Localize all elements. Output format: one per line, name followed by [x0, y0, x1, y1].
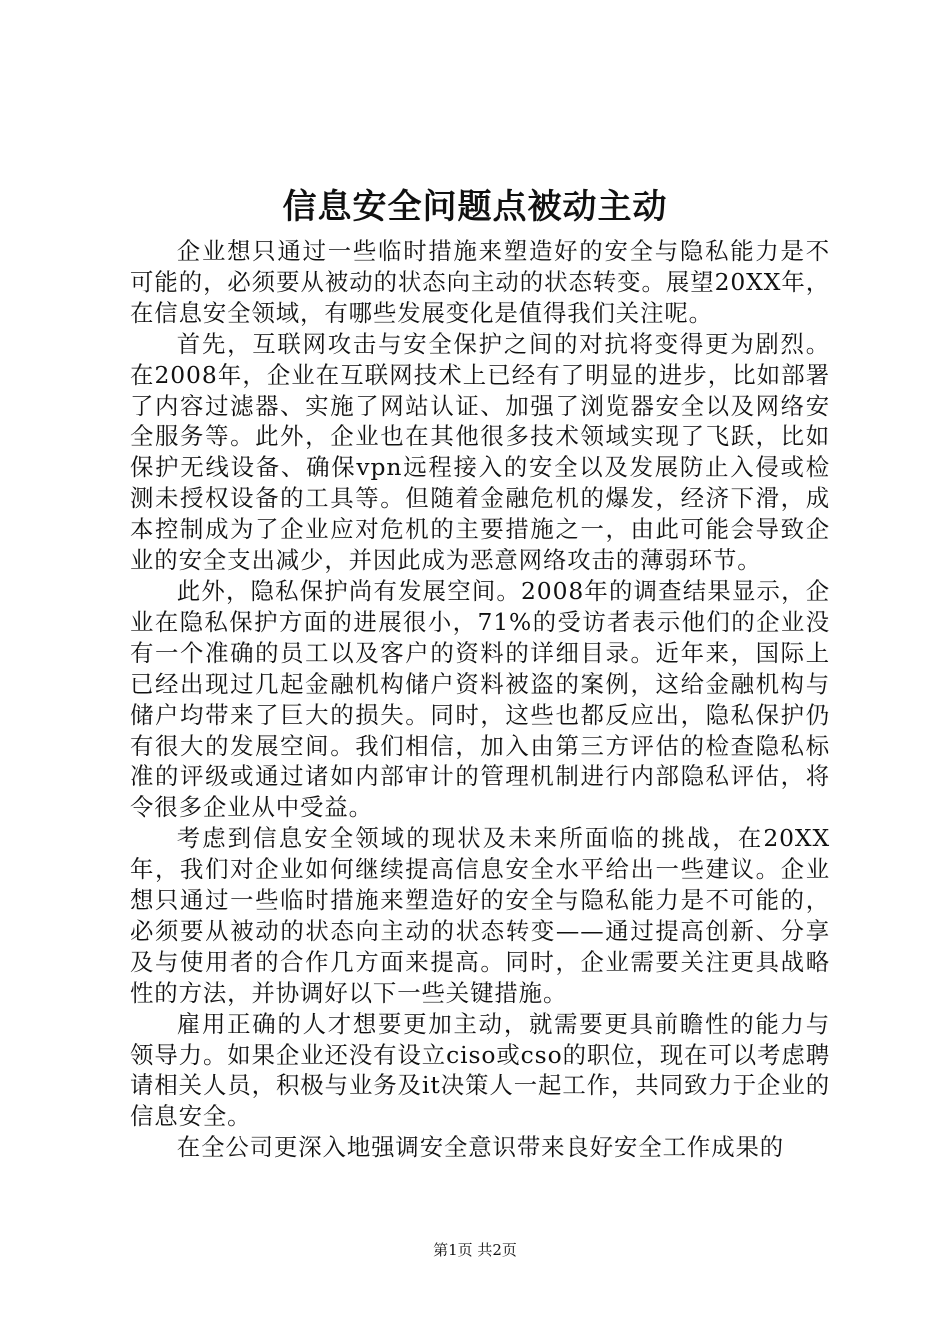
paragraph-2: 首先，互联网攻击与安全保护之间的对抗将变得更为剧烈。在2008年，企业在互联网技术上已经有了明显的进步，比如部署了内容过滤器、实施了网站认证、加强了浏览器安全以及网络安全服务等。此外，企业也在其他很多技术领域实现了飞跃，比如保护无线设备、确保vpn远程接入的安全以及发展防止入侵或检测未授权设备的工具等。但随着金融危机的爆发，经济下滑，成本控制成为了企业应对危机的主要措施之一，由此可能会导致企业的安全支出减少，并因此成为恶意网络攻击的薄弱环节。: [130, 329, 830, 575]
paragraph-5: 雇用正确的人才想要更加主动，就需要更具前瞻性的能力与领导力。如果企业还没有设立ciso或cso的职位，现在可以考虑聘请相关人员，积极与业务及it决策人一起工作，共同致力于企业的信息安全。: [130, 1009, 830, 1131]
page-number-footer: 第1页 共2页: [433, 1241, 517, 1259]
paragraph-3: 此外，隐私保护尚有发展空间。2008年的调查结果显示，企业在隐私保护方面的进展很小，71%的受访者表示他们的企业没有一个准确的员工以及客户的资料的详细目录。近年来，国际上已经出现过几起金融机构储户资料被盗的案例，这给金融机构与储户均带来了巨大的损失。同时，这些也都反应出，隐私保护仍有很大的发展空间。我们相信，加入由第三方评估的检查隐私标准的评级或通过诸如内部审计的管理机制进行内部隐私评估，将令很多企业从中受益。: [130, 576, 830, 822]
paragraph-1: 企业想只通过一些临时措施来塑造好的安全与隐私能力是不可能的，必须要从被动的状态向主动的状态转变。展望20XX年，在信息安全领域，有哪些发展变化是值得我们关注呢。: [130, 237, 830, 327]
paragraph-6: 在全公司更深入地强调安全意识带来良好安全工作成果的: [176, 1133, 785, 1162]
document-title: 信息安全问题点被动主动: [282, 187, 668, 227]
paragraph-4: 考虑到信息安全领域的现状及未来所面临的挑战，在20XX年，我们对企业如何继续提高信息安全水平给出一些建议。企业想只通过一些临时措施来塑造好的安全与隐私能力是不可能的，必须要从被动的状态向主动的状态转变——通过提高创新、分享及与使用者的合作几方面来提高。同时，企业需要关注更具战略性的方法，并协调好以下一些关键措施。: [130, 824, 830, 1007]
document-body: [130, 236, 830, 1163]
